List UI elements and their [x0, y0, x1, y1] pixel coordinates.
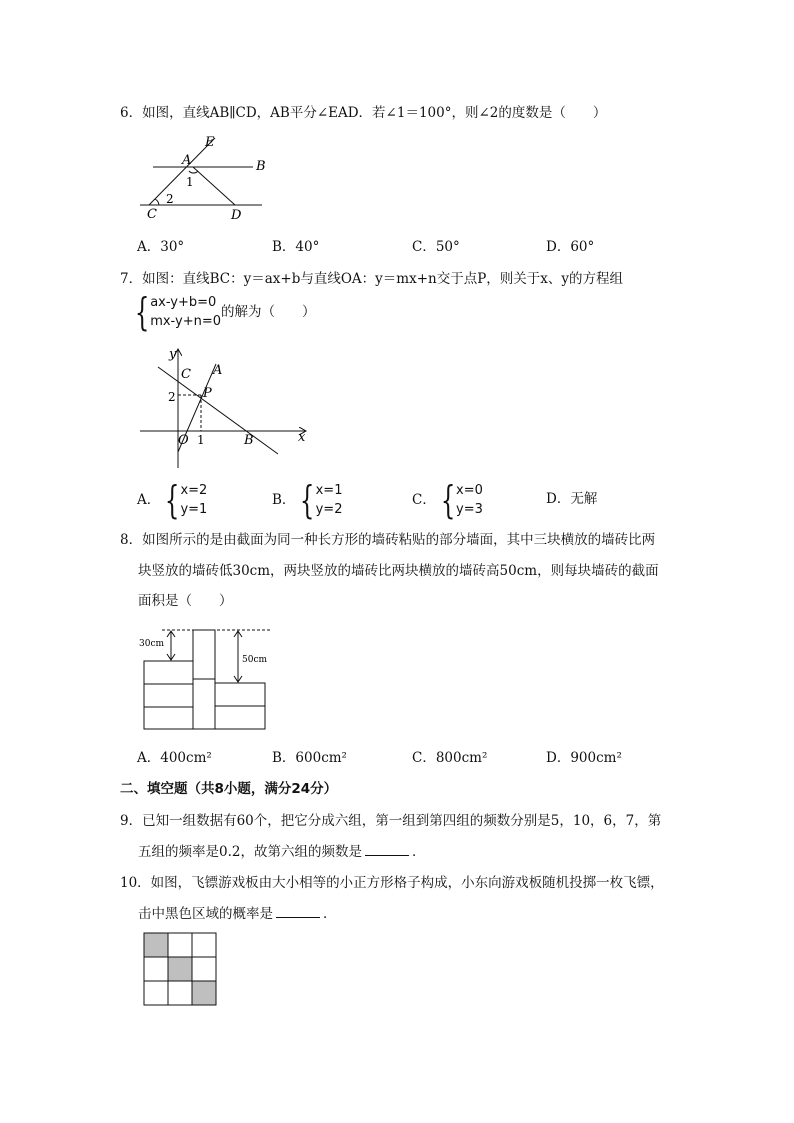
label-30cm: 30cm [139, 639, 165, 649]
grid-cell-shaded [192, 981, 216, 1005]
q7-option-b[interactable]: B． { x=1 y=2 [272, 478, 343, 522]
grid-cell [144, 957, 168, 981]
brick-h-right-2 [215, 706, 265, 729]
grid-cell-shaded [144, 933, 168, 957]
label-2: 2 [166, 192, 174, 206]
brick-h-left-1 [144, 661, 193, 684]
grid-cell [192, 957, 216, 981]
q8-figure [138, 624, 273, 734]
q6-option-c[interactable]: C．50° [412, 239, 460, 255]
q10-dartboard-grid [143, 932, 219, 1008]
grid-cell [168, 933, 192, 957]
brick-h-left-2 [144, 684, 193, 707]
q7-equation-system [130, 290, 316, 334]
q6-option-a[interactable]: A．30° [137, 239, 185, 255]
angle-2-arc [155, 199, 159, 205]
q6-option-d[interactable]: D．60° [546, 239, 595, 255]
q6-text: 6．如图，直线AB∥CD，AB平分∠EAD．若∠1＝100°，则∠2的度数是（ ） [120, 105, 607, 121]
q9-line-1: 9．已知一组数据有60个，把它分成六组，第一组到第四组的频数分别是5，10，6，7，第 [120, 813, 662, 829]
q9-line-2: 五组的频率是0.2，故第六组的频数是 ． [138, 844, 426, 860]
brick-v-top [193, 630, 215, 679]
grid-cell [144, 981, 168, 1005]
label-o: O [178, 433, 189, 448]
brace: { [300, 478, 315, 522]
label-p: P [203, 386, 212, 401]
brick-h-right-1 [215, 683, 265, 706]
label-c: C [147, 207, 157, 222]
label-2: 2 [168, 390, 176, 404]
q10-line-1: 10．如图，飞镖游戏板由大小相等的小正方形格子构成，小东向游戏板随机投掷一枚飞镖， [120, 875, 664, 891]
q7-suffix: 的解为（ ） [221, 304, 316, 320]
q10-answer-blank[interactable] [276, 905, 320, 918]
line-ad [193, 167, 235, 205]
brick-v-bottom [193, 679, 215, 729]
grid-cell [168, 981, 192, 1005]
label-b: B [244, 433, 254, 448]
label-y: y [169, 347, 177, 362]
grid-cell-shaded [168, 957, 192, 981]
label-x: x [298, 430, 306, 445]
grid-cell [192, 933, 216, 957]
q8-option-d[interactable]: D．900cm² [546, 750, 622, 766]
q8-line-2: 块竖放的墙砖低30cm，两块竖放的墙砖比两块横放的墙砖高50cm，则每块墙砖的截面 [138, 563, 659, 579]
q8-option-c[interactable]: C．800cm² [412, 750, 488, 766]
q6-option-b[interactable]: B．40° [272, 239, 320, 255]
label-c: C [181, 367, 191, 382]
q10-line-2: 击中黑色区域的概率是 ． [138, 906, 337, 922]
q8-option-b[interactable]: B．600cm² [272, 750, 347, 766]
q8-option-a[interactable]: A．400cm² [137, 750, 212, 766]
section-heading: 二、填空题（共8小题，满分24分） [120, 781, 338, 797]
equation-2: mx-y+n=0 [150, 314, 221, 329]
label-a: A [182, 153, 192, 168]
q7-text: 7．如图：直线BC：y＝ax+b与直线OA：y＝mx+n交于点P，则关于x、y的方程组 [120, 271, 624, 287]
label-50cm: 50cm [242, 655, 268, 665]
brace: { [165, 478, 180, 522]
q9-answer-blank[interactable] [365, 843, 409, 856]
q6-figure [135, 130, 275, 225]
label-1: 1 [197, 433, 205, 447]
line-bc [158, 367, 278, 454]
angle-1-arc [189, 171, 198, 173]
equation-1: ax-y+b=0 [150, 295, 217, 310]
q7-option-a[interactable]: A． { x=2 y=1 [137, 478, 208, 522]
label-e: E [205, 135, 215, 150]
brace: { [134, 290, 150, 334]
q8-line-1: 8．如图所示的是由截面为同一种长方形的墙砖粘贴的部分墙面，其中三块横放的墙砖比两 [120, 532, 656, 548]
label-1: 1 [186, 175, 194, 189]
brace: { [440, 478, 456, 522]
brick-h-left-3 [144, 707, 193, 729]
label-b: B [256, 159, 266, 174]
q7-option-c[interactable]: C． { x=0 y=3 [412, 478, 483, 522]
q8-line-3: 面积是（ ） [138, 593, 233, 609]
label-d: D [231, 208, 242, 223]
q7-option-d[interactable]: D．无解 [546, 491, 598, 507]
label-a: A [213, 363, 223, 378]
q7-graph [140, 342, 315, 472]
